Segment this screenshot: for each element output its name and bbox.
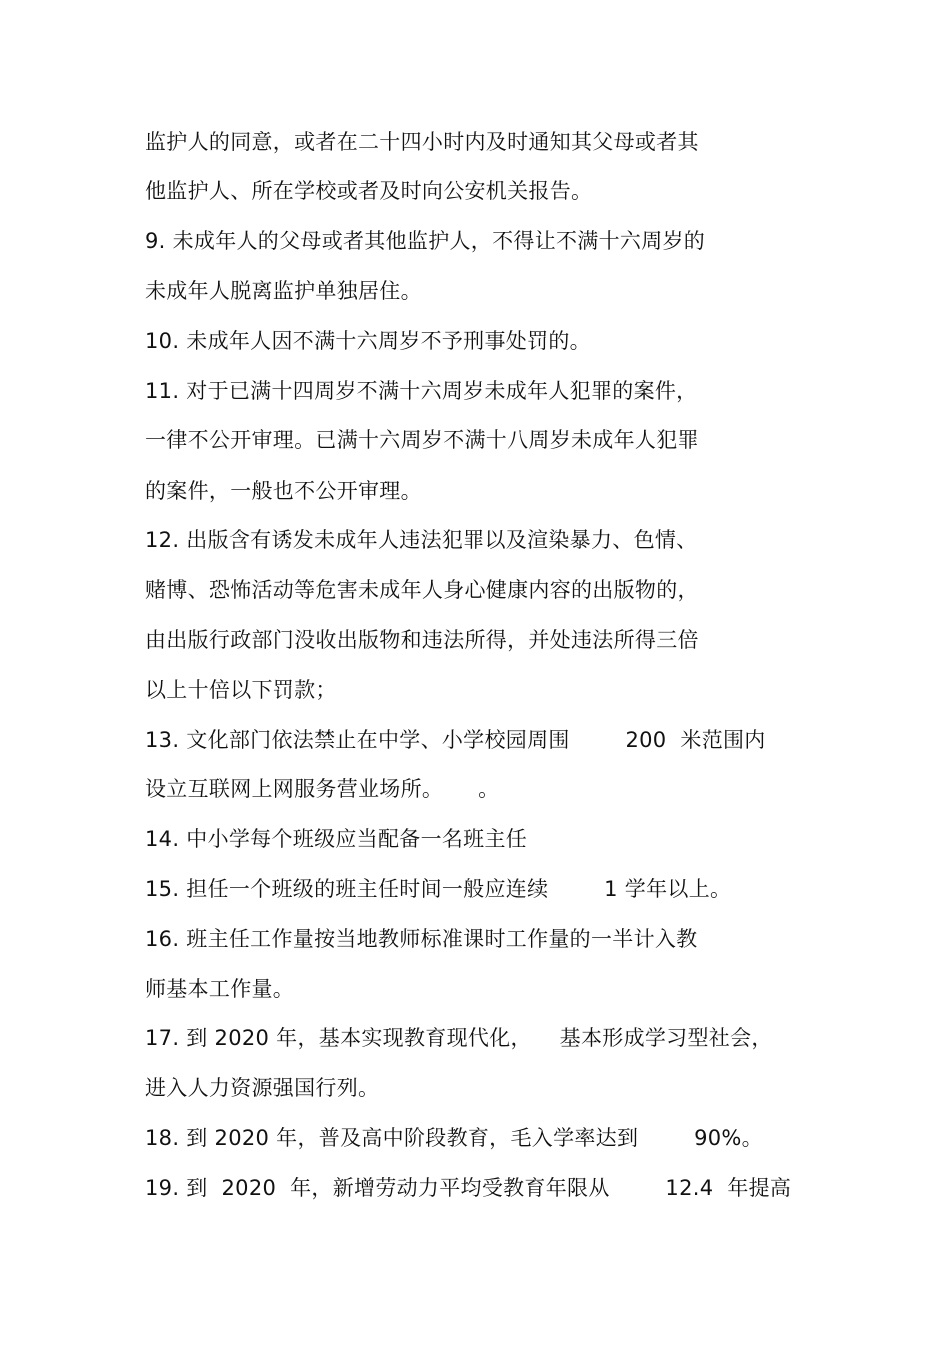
text-line-16: 15. 担任一个班级的班主任时间一般应连续 1 学年以上。	[145, 877, 732, 901]
text-line-19: 17. 到 2020 年，基本实现教育现代化， 基本形成学习型社会，	[145, 1026, 773, 1050]
text-line-5: 10. 未成年人因不满十六周岁不予刑事处罚的。	[145, 329, 591, 353]
text-line-4: 未成年人脱离监护单独居住。	[145, 279, 422, 303]
text-line-10: 赌博、恐怖活动等危害未成年人身心健康内容的出版物的，	[145, 578, 699, 602]
text-line-6: 11. 对于已满十四周岁不满十六周岁未成年人犯罪的案件，	[145, 379, 698, 403]
text-line-17: 16. 班主任工作量按当地教师标准课时工作量的一半计入教	[145, 927, 698, 951]
text-line-9: 12. 出版含有诱发未成年人违法犯罪以及渲染暴力、色情、	[145, 528, 698, 552]
text-line-8: 的案件，一般也不公开审理。	[145, 479, 422, 503]
text-line-15: 14. 中小学每个班级应当配备一名班主任	[145, 827, 528, 851]
text-line-7: 一律不公开审理。已满十六周岁不满十八周岁未成年人犯罪	[145, 428, 699, 452]
text-line-13: 13. 文化部门依法禁止在中学、小学校园周围 200 米范围内	[145, 728, 766, 752]
text-line-11: 由出版行政部门没收出版物和违法所得，并处违法所得三倍	[145, 628, 699, 652]
text-line-14: 设立互联网上网服务营业场所。 。	[145, 777, 500, 801]
text-line-3: 9. 未成年人的父母或者其他监护人，不得让不满十六周岁的	[145, 229, 706, 253]
text-line-18: 师基本工作量。	[145, 977, 295, 1001]
text-line-2: 他监护人、所在学校或者及时向公安机关报告。	[145, 179, 593, 203]
text-line-12: 以上十倍以下罚款；	[145, 678, 337, 702]
text-line-22: 19. 到 2020 年，新增劳动力平均受教育年限从 12.4 年提高	[145, 1176, 792, 1200]
text-line-21: 18. 到 2020 年，普及高中阶段教育，毛入学率达到 90%。	[145, 1126, 763, 1150]
text-line-1: 监护人的同意，或者在二十四小时内及时通知其父母或者其	[145, 130, 699, 154]
text-line-20: 进入人力资源强国行列。	[145, 1076, 380, 1100]
